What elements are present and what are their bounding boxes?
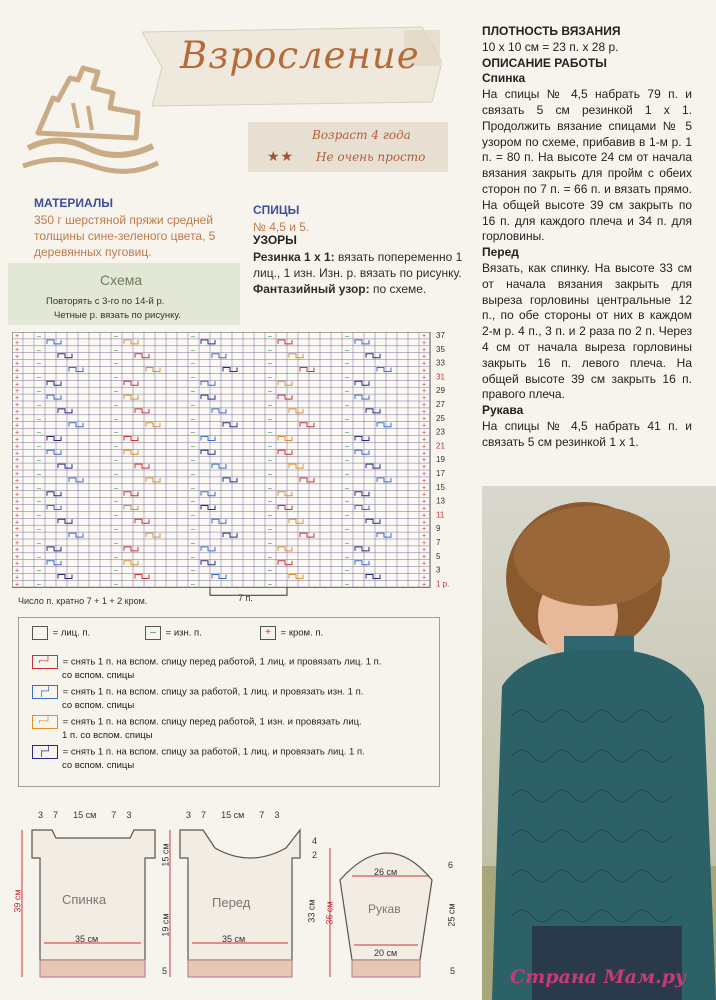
edge-stitch: +: [422, 429, 427, 437]
sleeve-top-width: 26 см: [374, 867, 398, 877]
purl-stitch: –: [345, 581, 349, 589]
purl-stitch: –: [37, 333, 41, 340]
edge-stitch: +: [15, 574, 20, 582]
edge-stitch: +: [422, 436, 427, 444]
edge-stitch: +: [422, 567, 427, 575]
edge-stitch: +: [15, 457, 20, 465]
child-photo: [482, 486, 716, 1000]
purl-stitch: –: [37, 415, 41, 423]
purl-stitch: –: [191, 581, 195, 589]
row-number: 25: [436, 413, 445, 423]
edge-stitch: +: [15, 346, 20, 354]
sleeve-label: Рукав: [368, 902, 401, 916]
edge-stitch: +: [15, 484, 20, 492]
sleeve-cap: 6: [448, 860, 454, 870]
watermark: Страна Мам.ру: [510, 966, 687, 988]
purl-stitch: –: [191, 415, 195, 423]
cable-front-purl-icon: ⌐┘: [32, 715, 58, 729]
repeat-label: 7 п.: [238, 593, 253, 603]
edge-stitch: +: [422, 402, 427, 409]
purl-stitch: –: [37, 581, 41, 589]
density-heading: ПЛОТНОСТЬ ВЯЗАНИЯ: [482, 24, 621, 38]
edge-stitch: +: [422, 526, 427, 534]
purl-stitch: –: [268, 346, 272, 354]
front-heading: Перед: [482, 245, 519, 260]
cable-front-knit-icon: ⌐┘: [32, 655, 58, 669]
purl-stitch: –: [268, 402, 272, 409]
edge-stitch: +: [422, 422, 427, 430]
purl-stitch: –: [345, 553, 349, 561]
purl-stitch: –: [191, 498, 195, 506]
row-number: 15: [436, 482, 445, 492]
back-body: 19 см: [160, 913, 171, 937]
purl-stitch: –: [345, 526, 349, 534]
purl-stitch: –: [114, 512, 118, 520]
edge-stitch: +: [15, 415, 20, 423]
edge-stitch: +: [422, 457, 427, 465]
row-number: 21: [436, 441, 445, 451]
edge-stitch: +: [15, 533, 20, 541]
purl-stitch: –: [37, 540, 41, 547]
purl-stitch: –: [191, 553, 195, 561]
purl-stitch: –: [345, 443, 349, 451]
purl-stitch: –: [114, 457, 118, 465]
purl-stitch: –: [345, 402, 349, 409]
edge-stitch: +: [15, 546, 20, 554]
purl-stitch: –: [37, 526, 41, 534]
purl-stitch: –: [268, 512, 272, 520]
purl-stitch: –: [345, 333, 349, 340]
row-number: 33: [436, 358, 445, 368]
purl-stitch: –: [37, 553, 41, 561]
edge-stitch: +: [15, 374, 20, 382]
back-label: Спинка: [62, 892, 107, 907]
purl-stitch: –: [268, 415, 272, 423]
edge-stitch: +: [15, 553, 20, 561]
purl-stitch: –: [268, 553, 272, 561]
edge-stitch: +: [15, 464, 20, 472]
purl-stitch: –: [345, 471, 349, 478]
purl-stitch: –: [37, 567, 41, 575]
purl-stitch: –: [114, 388, 118, 396]
patterns-heading: УЗОРЫ: [253, 233, 297, 247]
cable-back-purl-icon: ┌┘: [32, 685, 58, 699]
purl-stitch: –: [191, 388, 195, 396]
edge-stitch: +: [422, 484, 427, 492]
purl-stitch: –: [37, 471, 41, 478]
row-number: 7: [436, 538, 441, 547]
materials-text: 350 г шерстяной пряжи средней толщины сине-зеленого цвета, 5 деревянных пуговиц.: [34, 213, 216, 259]
purl-stitch: –: [37, 374, 41, 382]
edge-stitch: +: [15, 353, 20, 361]
knit-symbol-icon: [32, 626, 48, 640]
legend-cable-2: ┌┘ = снять 1 п. на вспом. спицу за работой, 1 лиц. и провязать изн. 1 п. со вспом. спицы: [32, 685, 432, 712]
edge-stitch: +: [15, 519, 20, 527]
row-number: 9: [436, 524, 441, 534]
edge-stitch: +: [422, 464, 427, 472]
purl-stitch: –: [191, 526, 195, 534]
row-number: 5: [436, 551, 441, 561]
edge-stitch: +: [15, 540, 20, 547]
edge-stitch: +: [422, 395, 427, 403]
edge-stitch: +: [15, 408, 20, 416]
page-title: Взросление: [180, 34, 420, 77]
purl-stitch: –: [268, 457, 272, 465]
edge-stitch: +: [422, 388, 427, 396]
fancy-text: по схеме.: [372, 282, 427, 296]
purl-stitch: –: [191, 443, 195, 451]
edge-stitch: +: [422, 443, 427, 451]
purl-stitch: –: [37, 498, 41, 506]
back-heading: Спинка: [482, 71, 526, 86]
purl-stitch: –: [191, 333, 195, 340]
needles-text: № 4,5 и 5.: [253, 220, 310, 234]
legend-cable-1: ⌐┘ = снять 1 п. на вспом. спицу перед работой, 1 лиц. и провязать лиц. 1 п. со вспом. спицы: [32, 655, 432, 682]
purl-stitch: –: [191, 360, 195, 368]
edge-stitch: +: [422, 415, 427, 423]
purl-stitch: –: [114, 333, 118, 340]
purl-stitch: –: [114, 429, 118, 437]
edge-stitch: +: [15, 360, 20, 368]
edge-stitch: +: [15, 422, 20, 430]
row-number: 13: [436, 496, 445, 506]
sleeve-length: 25 см: [446, 903, 457, 927]
purl-stitch: –: [191, 567, 195, 575]
edge-stitch: +: [15, 581, 20, 589]
purl-stitch: –: [37, 429, 41, 437]
edge-stitch: +: [422, 491, 427, 499]
materials-heading: МАТЕРИАЛЫ: [34, 196, 114, 210]
edge-stitch: +: [422, 450, 427, 458]
edge-stitch: +: [422, 512, 427, 520]
purl-stitch: –: [268, 429, 272, 437]
edge-stitch: +: [422, 581, 427, 589]
right-column: [482, 24, 692, 451]
edge-stitch: +: [422, 339, 427, 347]
edge-stitch: +: [15, 429, 20, 437]
edge-stitch: +: [422, 477, 427, 485]
purl-stitch: –: [345, 415, 349, 423]
sleeve-height: 36 см: [324, 901, 335, 925]
sleeve-bottom-width: 20 см: [374, 948, 398, 958]
purl-stitch: –: [114, 471, 118, 478]
edge-stitch: +: [422, 519, 427, 527]
front-label: Перед: [212, 895, 251, 910]
purl-stitch: –: [191, 402, 195, 409]
edge-stitch: +: [15, 436, 20, 444]
difficulty-label: Не очень просто: [316, 150, 426, 164]
purl-stitch: –: [114, 346, 118, 354]
back-width: 35 см: [75, 934, 99, 944]
edge-stitch: +: [422, 333, 427, 340]
purl-stitch: –: [114, 581, 118, 589]
purl-symbol-icon: –: [145, 626, 161, 640]
purl-stitch: –: [114, 526, 118, 534]
edge-stitch: +: [15, 477, 20, 485]
purl-stitch: –: [37, 484, 41, 492]
legend-edge: + = кром. п.: [260, 626, 323, 640]
edge-stitch: +: [15, 526, 20, 534]
knitting-chart: [12, 332, 472, 596]
row-number: 31: [436, 372, 445, 382]
age-label: Возраст 4 года: [312, 128, 411, 142]
edge-stitch: +: [422, 560, 427, 568]
needles-heading: СПИЦЫ: [253, 203, 300, 217]
purl-stitch: –: [268, 443, 272, 451]
edge-stitch: +: [422, 346, 427, 354]
purl-stitch: –: [268, 360, 272, 368]
purl-stitch: –: [345, 429, 349, 437]
purl-stitch: –: [37, 512, 41, 520]
sleeve-heading: Рукава: [482, 403, 524, 418]
purl-stitch: –: [345, 498, 349, 506]
purl-stitch: –: [191, 540, 195, 547]
edge-stitch: +: [422, 374, 427, 382]
purl-stitch: –: [268, 374, 272, 382]
row-number: 19: [436, 455, 445, 465]
edge-stitch: +: [422, 367, 427, 375]
legend-cable-3: ⌐┘ = снять 1 п. на вспом. спицу перед работой, 1 изн. и провязать лиц. 1 п. со вспом. спицы: [32, 715, 432, 742]
purl-stitch: –: [345, 567, 349, 575]
purl-stitch: –: [114, 540, 118, 547]
edge-stitch: +: [15, 367, 20, 375]
edge-stitch: +: [15, 450, 20, 458]
purl-stitch: –: [268, 498, 272, 506]
back-armhole: 15 см: [160, 843, 171, 867]
purl-stitch: –: [345, 484, 349, 492]
scheme-note: [46, 295, 181, 323]
edge-stitch: +: [15, 560, 20, 568]
edge-stitch: +: [422, 574, 427, 582]
edge-stitch: +: [422, 353, 427, 361]
edge-stitch: +: [15, 512, 20, 520]
row-number: 37: [436, 332, 445, 340]
back-rib: 5: [162, 966, 168, 976]
purl-stitch: –: [268, 388, 272, 396]
scheme-note-1: Повторять с 3-го по 14-й р.: [46, 296, 165, 307]
cable-back-knit-icon: ┌┘: [32, 745, 58, 759]
purl-stitch: –: [191, 457, 195, 465]
purl-stitch: –: [191, 429, 195, 437]
description-heading: ОПИСАНИЕ РАБОТЫ: [482, 55, 607, 70]
edge-stitch: +: [15, 395, 20, 403]
purl-stitch: –: [268, 540, 272, 547]
purl-stitch: –: [114, 567, 118, 575]
edge-stitch: +: [15, 339, 20, 347]
row-number: 17: [436, 469, 445, 478]
rib-label: Резинка 1 х 1:: [253, 250, 335, 264]
edge-stitch: +: [422, 553, 427, 561]
back-text: На спицы № 4,5 набрать 79 п. и связать 5 см резинкой 1 х 1. Продолжить вязание спицами № 5 узором по схеме, прибавив в 1-м р. 1 п. = 80 п. На высоте 24 см от начала вязания закрыть для пройм с обеих сторон по 7 п. = 66 п. и вязать прямо. На общей высоте 39 см закрыть по 16 п. для каждого плеча и 34 п. для горловины.: [482, 87, 692, 244]
purl-stitch: –: [114, 484, 118, 492]
back-height: 39 см: [12, 889, 23, 913]
edge-stitch: +: [422, 505, 427, 513]
stitch-multiple: Число п. кратно 7 + 1 + 2 кром.: [18, 596, 148, 606]
purl-stitch: –: [37, 457, 41, 465]
purl-stitch: –: [191, 346, 195, 354]
sleeve-text: На спицы № 4,5 набрать 41 п. и связать 5 см резинкой 1 х 1.: [482, 418, 692, 449]
legend-purl: – = изн. п.: [145, 626, 202, 640]
purl-stitch: –: [345, 512, 349, 520]
difficulty-stars-icon: ★★: [267, 148, 295, 164]
purl-stitch: –: [37, 346, 41, 354]
purl-stitch: –: [114, 360, 118, 368]
edge-stitch: +: [422, 408, 427, 416]
edge-stitch: +: [422, 471, 427, 478]
edge-stitch: +: [15, 567, 20, 575]
edge-stitch: +: [15, 402, 20, 409]
purl-stitch: –: [268, 471, 272, 478]
row-number: 11: [436, 510, 445, 520]
legend-cable-4: ┌┘ = снять 1 п. на вспом. спицу за работой, 1 лиц. и провязать лиц. 1 п. со вспом. спицы: [32, 745, 432, 772]
purl-stitch: –: [114, 374, 118, 382]
scheme-note-2: Четные р. вязать по рисунку.: [54, 310, 181, 321]
purl-stitch: –: [345, 346, 349, 354]
edge-symbol-icon: +: [260, 626, 276, 640]
edge-stitch: +: [422, 546, 427, 554]
scheme-title: Схема: [100, 272, 143, 288]
purl-stitch: –: [191, 512, 195, 520]
purl-stitch: –: [37, 360, 41, 368]
edge-stitch: +: [15, 381, 20, 389]
rib-text: вязать попеременно 1 лиц., 1 изн. Изн. р. вязать по рисунку.: [253, 250, 463, 280]
purl-stitch: –: [345, 360, 349, 368]
edge-stitch: +: [15, 498, 20, 506]
row-number: 35: [436, 344, 445, 354]
edge-stitch: +: [15, 388, 20, 396]
legend-knit: = лиц. п.: [32, 626, 90, 640]
purl-stitch: –: [114, 498, 118, 506]
front-text: Вязать, как спинку. На высоте 33 см от начала вязания закрыть для выреза горловины центральные 12 п., по обе стороны от них в каждом 2-м р. 4 п., 3 п. и 2 раза по 2 п. Через 4 см от начала выреза горловины закрыть 16 п. левого плеча. На общей высоте 39 см закрыть 16 п. правого плеча.: [482, 260, 692, 402]
purl-stitch: –: [268, 567, 272, 575]
row-number: 23: [436, 427, 445, 437]
edge-stitch: +: [15, 491, 20, 499]
purl-stitch: –: [268, 484, 272, 492]
purl-stitch: –: [268, 581, 272, 589]
edge-stitch: +: [15, 443, 20, 451]
edge-stitch: +: [422, 533, 427, 541]
front-neck-4: 4: [312, 836, 318, 846]
row-number: 1 р.: [436, 579, 450, 589]
purl-stitch: –: [268, 526, 272, 534]
purl-stitch: –: [345, 374, 349, 382]
front-width: 35 см: [222, 934, 246, 944]
purl-stitch: –: [345, 540, 349, 547]
purl-stitch: –: [114, 415, 118, 423]
purl-stitch: –: [191, 484, 195, 492]
back-top-dims: 3 7 15 см 7 3: [38, 810, 132, 820]
purl-stitch: –: [268, 333, 272, 340]
edge-stitch: +: [422, 540, 427, 547]
purl-stitch: –: [345, 457, 349, 465]
edge-stitch: +: [422, 498, 427, 506]
row-number: 3: [436, 565, 441, 575]
front-neck-2: 2: [312, 850, 318, 860]
front-height: 33 см: [306, 899, 317, 923]
edge-stitch: +: [15, 333, 20, 340]
patterns-text: [253, 249, 463, 297]
edge-stitch: +: [422, 381, 427, 389]
edge-stitch: +: [422, 360, 427, 368]
sleeve-rib: 5: [450, 966, 456, 976]
edge-stitch: +: [15, 505, 20, 513]
row-number: 27: [436, 400, 445, 409]
purl-stitch: –: [114, 553, 118, 561]
fancy-label: Фантазийный узор:: [253, 282, 370, 296]
purl-stitch: –: [345, 388, 349, 396]
purl-stitch: –: [37, 443, 41, 451]
purl-stitch: –: [191, 471, 195, 478]
density-text: 10 х 10 см = 23 п. х 28 р.: [482, 39, 619, 54]
purl-stitch: –: [37, 388, 41, 396]
edge-stitch: +: [15, 471, 20, 478]
purl-stitch: –: [114, 402, 118, 409]
purl-stitch: –: [37, 402, 41, 409]
purl-stitch: –: [114, 443, 118, 451]
front-top-dims: 3 7 15 см 7 3: [186, 810, 280, 820]
purl-stitch: –: [191, 374, 195, 382]
row-number: 29: [436, 386, 445, 396]
